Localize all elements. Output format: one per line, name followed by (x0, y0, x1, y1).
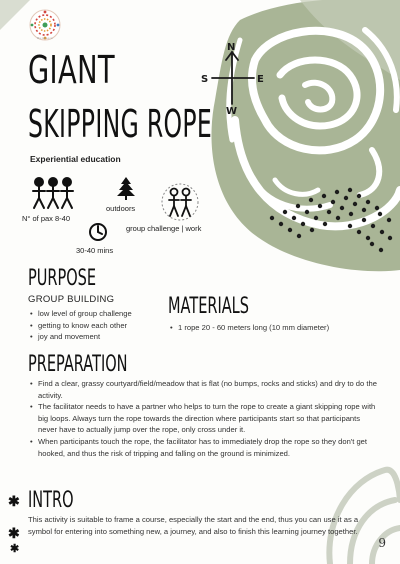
page-number: 9 (378, 536, 386, 550)
asterisk-icon: ✱ (8, 493, 20, 509)
preparation-list (30, 378, 378, 459)
logo-caption: Outdoors (36, 36, 54, 40)
materials-list (170, 322, 390, 334)
intro-text: This activity is suitable to frame a course, especially the start and the end, thus you can use it as a symbol for entering into something new, a journey, and also to finish this learning journey together. (28, 515, 359, 536)
purpose-heading: PURPOSE (28, 266, 97, 291)
list-item: • getting to know each other (30, 320, 170, 332)
materials-heading: MATERIALS (168, 294, 249, 319)
setting-label: outdoors (106, 204, 136, 213)
tree-icon (116, 176, 136, 200)
svg-text:W: W (226, 106, 238, 117)
svg-text:E: E (257, 74, 264, 85)
list-item: • The facilitator needs to have a partner who helps to turn the rope to create a giant skipping rope with big loops. Always turn the rope towards the direction where participants start so that participants never have to actually jump over the rope, only cross under it. (30, 401, 378, 436)
purpose-list (30, 308, 170, 343)
list-item: • When participants touch the rope, the facilitator has to immediately drop the rope so they don't get hooked, and thus the risk of tripping and falling on the ground is minimized. (30, 436, 378, 459)
activity-type-label: group challenge | work (126, 224, 202, 233)
activity-subtitle: Experiential education (30, 154, 121, 164)
list-item: • 1 rope 20 - 60 meters long (10 mm diameter) (170, 322, 390, 334)
pair-people-icon (160, 182, 200, 222)
list-item: • low level of group challenge (30, 308, 170, 320)
pax-label: N° of pax 8-40 (22, 214, 71, 223)
asterisk-icon: ✱ (8, 525, 20, 541)
activity-title-line-1: GIANT (28, 48, 115, 92)
list-item: • joy and movement (30, 331, 170, 343)
activity-title-line-2: SKIPPING ROPE (28, 102, 213, 146)
svg-text:S: S (201, 74, 209, 85)
asterisk-icon: ✱ (10, 543, 20, 555)
clock-icon (88, 222, 108, 242)
list-item: • Find a clear, grassy courtyard/field/meadow that is flat (no bumps, rocks and sticks) and dry to do the activity. (30, 378, 378, 401)
preparation-heading: PREPARATION (28, 352, 128, 377)
intro-heading: INTRO (28, 488, 74, 513)
group-people-icon (30, 176, 76, 210)
purpose-subheading: GROUP BUILDING (28, 294, 115, 305)
duration-label: 30-40 mins (76, 246, 114, 255)
svg-text:N: N (227, 42, 236, 53)
